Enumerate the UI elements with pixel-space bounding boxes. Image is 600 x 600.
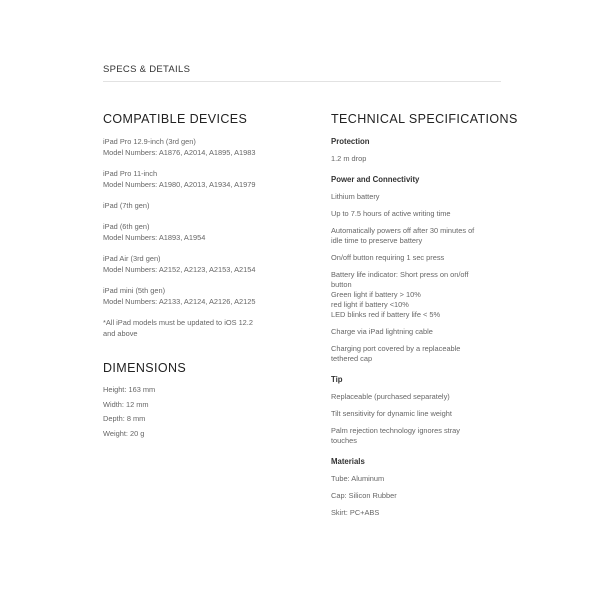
ios-note-line-2: and above [103,329,138,338]
device-entry [103,136,303,158]
page-title: SPECS & DETAILS [103,64,191,75]
device-name: iPad Air (3rd gen) [103,254,161,263]
spec-line: Skirt: PC+ABS [331,508,380,517]
device-entry [103,285,303,307]
spec-line: Lithium battery [331,192,380,201]
spec-line: LED blinks red if battery life < 5% [331,310,441,319]
spec-item [331,409,521,419]
spec-item [331,270,521,320]
spec-line: Tube: Aluminum [331,474,385,483]
dimension-item: Width: 12 mm [103,399,149,409]
spec-line: Tilt sensitivity for dynamic line weight [331,409,452,418]
spec-line: Battery life indicator: Short press on on/off [331,270,469,279]
spec-line: Automatically powers off after 30 minutes of [331,226,475,235]
spec-item [331,154,521,164]
device-name: iPad Pro 11-inch [103,169,158,178]
device-model-numbers: Model Numbers: A2133, A2124, A2126, A2125 [103,297,256,306]
spec-line: Cap: Silicon Rubber [331,491,397,500]
spec-item [331,253,521,263]
spec-item [331,192,521,202]
device-model-numbers: Model Numbers: A1876, A2014, A1895, A1983 [103,148,256,157]
spec-line: 1.2 m drop [331,154,367,163]
device-name: iPad Pro 12.9-inch (3rd gen) [103,137,196,146]
spec-section-title: Power and Connectivity [331,175,420,184]
dimensions-title: DIMENSIONS [103,361,187,375]
device-name: iPad mini (5th gen) [103,286,166,295]
spec-item [331,344,521,364]
device-list [103,136,303,307]
ios-note [103,317,303,339]
device-entry [103,221,303,243]
spec-item [331,392,521,402]
spec-line: Green light if battery > 10% [331,290,421,299]
right-column [331,112,521,525]
left-column [103,112,303,441]
device-name: iPad (6th gen) [103,222,150,231]
device-name: iPad (7th gen) [103,201,150,210]
compatible-devices-title: COMPATIBLE DEVICES [103,112,248,126]
device-entry [103,253,303,275]
device-entry [103,200,303,211]
ios-note-line-1: *All iPad models must be updated to iOS 12.2 [103,318,253,327]
spec-line: Charge via iPad lightning cable [331,327,433,336]
dimensions-list [103,383,303,441]
device-model-numbers: Model Numbers: A1893, A1954 [103,233,206,242]
spec-line: Up to 7.5 hours of active writing time [331,209,451,218]
spec-section-title: Protection [331,137,370,146]
spec-line: On/off button requiring 1 sec press [331,253,445,262]
spec-item [331,491,521,501]
spec-item [331,474,521,484]
spec-section-title: Tip [331,375,343,384]
spec-line: Replaceable (purchased separately) [331,392,450,401]
spec-line: button [331,280,352,289]
dimension-item: Depth: 8 mm [103,414,146,423]
device-model-numbers: Model Numbers: A1980, A2013, A1934, A1979 [103,180,256,189]
technical-specs-title: TECHNICAL SPECIFICATIONS [331,112,518,126]
spec-section-title: Materials [331,457,365,466]
device-entry [103,168,303,190]
spec-line: idle time to preserve battery [331,236,423,245]
spec-sections [331,137,521,518]
dimension-item: Height: 163 mm [103,385,156,394]
spec-line: touches [331,436,357,445]
spec-item [331,226,521,246]
spec-item [331,327,521,337]
spec-line: Charging port covered by a replaceable [331,344,461,353]
spec-line: tethered cap [331,354,373,363]
spec-item [331,508,521,518]
spec-line: red light if battery <10% [331,300,409,309]
spec-line: Palm rejection technology ignores stray [331,426,460,435]
spec-item [331,426,521,446]
dimension-item: Weight: 20 g [103,428,145,438]
spec-item [331,209,521,219]
page-header [103,64,501,82]
device-model-numbers: Model Numbers: A2152, A2123, A2153, A2154 [103,265,256,274]
